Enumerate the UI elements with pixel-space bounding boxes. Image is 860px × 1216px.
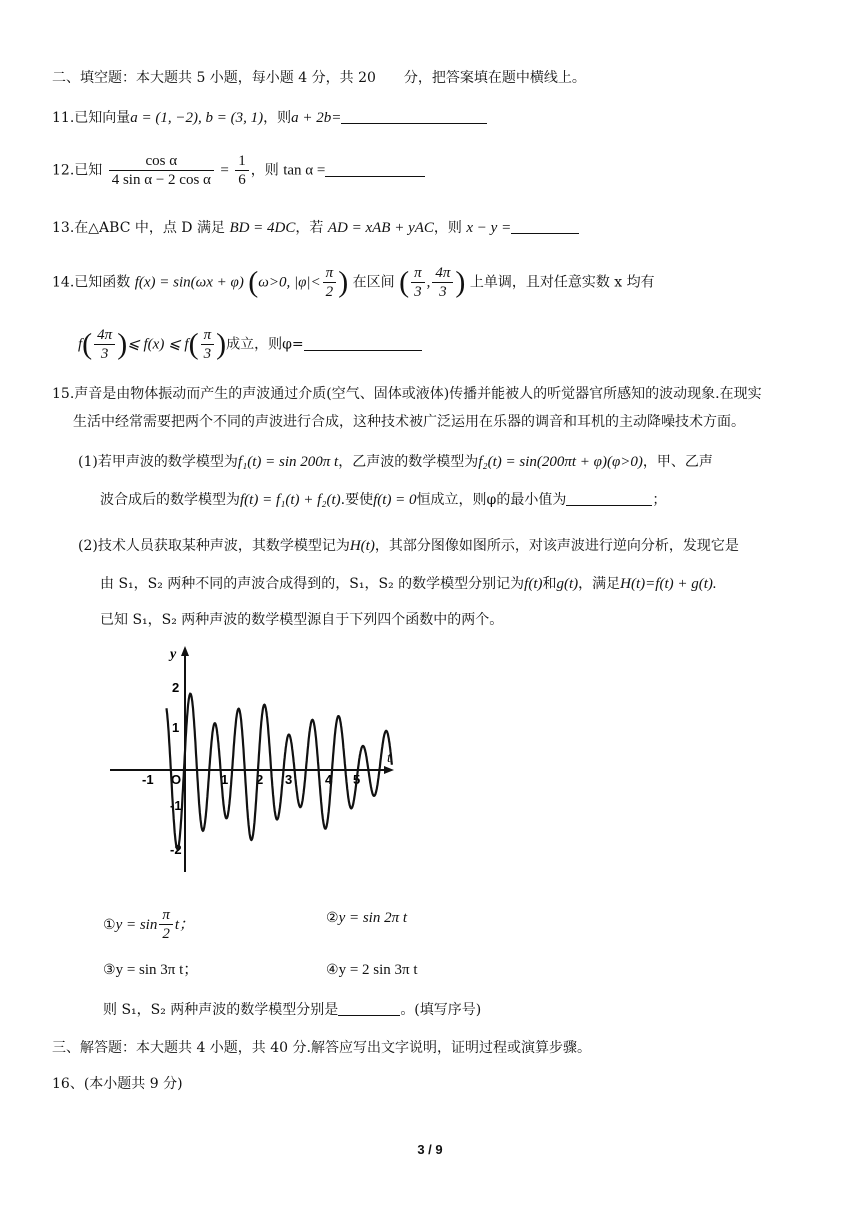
q15-options-row-1 — [103, 906, 194, 943]
tick-x-4: 4 — [325, 772, 333, 787]
q12-ask: tan α = — [283, 162, 326, 179]
q14-interval-left: $\frac{\pi}{3}$ — [411, 264, 425, 301]
section-2-header: 二、填空题：本大题共 5 小题，每小题 4 分，共 20 分，把答案填在题中横线上。 — [52, 70, 586, 86]
q11-mid: ，则 — [263, 110, 292, 126]
question-11 — [52, 108, 487, 128]
q14-prefix: 14.已知函数 — [52, 274, 131, 291]
q15-part1-line1: (1)若甲声波的数学模型为f₁(t) = sin 200π t，乙声波的数学模型为f₂(t) = sin(200πt + φ)(φ>0)，甲、乙声 — [78, 454, 713, 470]
q14-tail: 上单调，且对任意实数 x 均有 — [469, 274, 655, 291]
question-15-intro-1: 15.声音是由物体振动而产生的声波通过介质(空气、固体或液体)传播并能被人的听觉器官所感知的波动现象.在现实 — [52, 386, 762, 402]
tick-origin: O — [171, 772, 182, 787]
tick-x-1: 1 — [221, 772, 229, 787]
tick-x-neg1: -1 — [142, 772, 154, 787]
q14-interval-right: $\frac{4\pi}{3}$ — [432, 264, 453, 301]
question-12: 12.已知 $\frac{\text{cos α}}{\text{4 sin α − 2 cos α}}$ = $\frac{1}{6}$ ，则 tan α = — [52, 152, 425, 189]
q14-pi-half: $\frac{\pi}{2}$ — [323, 264, 337, 301]
q15-final-answer-blank[interactable] — [338, 1000, 400, 1016]
tick-y-1: 1 — [172, 720, 180, 735]
q15-part2-line1: (2)技术人员获取某种声波，其数学模型记为H(t)，其部分图像如图所示，对该声波进行逆向分析，发现它是 — [78, 538, 739, 554]
q13-mid2: ，则 — [433, 220, 462, 236]
y-axis-label: y — [170, 647, 177, 662]
q14-interval-label: 在区间 — [352, 274, 395, 291]
question-14-line-1: 14.已知函数 f(x) = sin(ωx + φ) (ω>0, |φ|< $\frac{\pi}{2}$ ) 在区间 ( $\frac{\pi}{3}$ , $\frac{4\pi}{3}$ ) 上单调，且对任意实数 x 均有 — [52, 265, 655, 300]
tick-x-3: 3 — [285, 772, 293, 787]
q15-part2-line3: 已知 S₁，S₂ 两种声波的数学模型源自于下列四个函数中的两个。 — [100, 612, 504, 628]
t-axis-arrow — [384, 766, 394, 774]
q13-answer-blank[interactable] — [511, 218, 579, 234]
y-axis-arrow — [181, 646, 189, 656]
tick-y-neg2: -2 — [170, 842, 182, 857]
q13-condition-2: AD = xAB + yAC — [327, 220, 434, 236]
tick-x-5: 5 — [353, 772, 361, 787]
q12-rhs-fraction: $\frac{1}{6}$ — [235, 152, 249, 189]
q13-prefix: 13.在△ABC 中，点 D 满足 — [52, 220, 225, 236]
q14-condition: ω>0, |φ|< — [258, 274, 321, 291]
q11-ask: a + 2b= — [291, 110, 342, 126]
option-1: ①y = sin $\frac{\pi}{2}$ t； — [103, 907, 195, 942]
tick-x-2: 2 — [256, 772, 264, 787]
tick-y-neg1: -1 — [170, 798, 182, 813]
tick-y-2: 2 — [172, 680, 180, 695]
q12-prefix: 12.已知 — [52, 162, 103, 179]
q12-mid: ，则 — [250, 162, 279, 179]
waveform-graph — [108, 642, 398, 877]
q14-answer-blank[interactable] — [304, 335, 422, 351]
question-13 — [52, 218, 579, 238]
q12-answer-blank[interactable] — [325, 161, 425, 177]
q13-ask: x − y = — [466, 220, 512, 236]
q12-fraction: $\frac{\text{cos α}}{\text{4 sin α − 2 cos α}}$ — [109, 152, 214, 189]
waveform-curve — [167, 694, 392, 849]
q15-part2-line2: 由 S₁，S₂ 两种不同的声波合成得到的，S₁，S₂ 的数学模型分别记为f(t)和g(t)，满足H(t)=f(t) + g(t). — [100, 576, 717, 592]
q13-condition: BD = 4DC — [229, 220, 296, 236]
option-4: ④y = 2 sin 3π t — [326, 962, 418, 978]
t-axis-label: t — [387, 751, 391, 766]
option-2: ②y = sin 2π t — [326, 910, 408, 926]
q11-expr: a = (1, −2), b = (3, 1) — [130, 110, 264, 126]
q15-part1-line2: 波合成后的数学模型为f(t) = f₁(t) + f₂(t).要使f(t) = 0恒成立，则φ的最小值为 ； — [100, 492, 667, 508]
q14-tail-2: 成立，则φ= — [226, 336, 304, 353]
q15-final: 则 S₁，S₂ 两种声波的数学模型分别是 。(填写序号) — [103, 1002, 482, 1018]
q13-mid1: ，若 — [295, 220, 324, 236]
section-3-header: 三、解答题：本大题共 4 小题，共 40 分.解答应写出文字说明，证明过程或演算步骤。 — [52, 1040, 591, 1056]
q11-prefix: 11.已知向量 — [52, 110, 131, 126]
question-15-intro-2: 生活中经常需要把两个不同的声波进行合成，这种技术被广泛运用在乐器的调音和耳机的主动降噪技术方面。 — [73, 414, 745, 430]
q15-part1-answer-blank[interactable] — [566, 490, 652, 506]
q11-answer-blank[interactable] — [341, 108, 487, 124]
question-14-line-2: f( $\frac{4\pi}{3}$ )⩽ f(x) ⩽ f( $\frac{\pi}{3}$ )成立，则φ= — [78, 326, 422, 363]
question-16: 16、(本小题共 9 分) — [52, 1076, 183, 1092]
option-3: ③y = sin 3π t； — [103, 962, 199, 978]
page-number: 3 / 9 — [417, 1142, 443, 1157]
q14-function: f(x) = sin(ωx + φ) — [134, 274, 244, 291]
